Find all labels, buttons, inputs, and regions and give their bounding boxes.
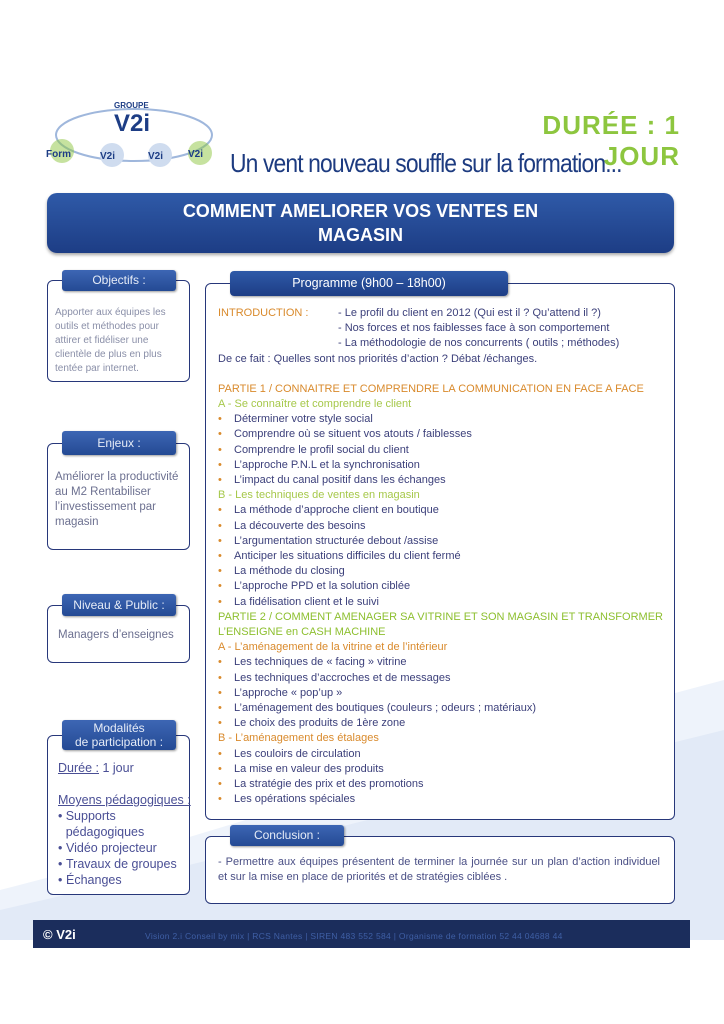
duration-heading: DURÉE : 1 JOUR	[542, 110, 680, 171]
modalites-title-line2: de participation :	[74, 735, 164, 749]
course-title-banner	[47, 193, 674, 253]
moyen-item: Travaux de groupes	[66, 857, 177, 871]
intro-row	[218, 306, 668, 321]
footer-company-info: Vision 2.i Conseil by mix | RCS Nantes | SIREN 483 552 584 | Organisme de formation 52 44 04688 44	[145, 931, 563, 941]
list-item: • La découverte des besoins	[218, 519, 668, 534]
enjeux-tab: Enjeux :	[62, 431, 176, 455]
moyen-item: Supports pédagogiques	[65, 809, 145, 839]
svg-text:V2i: V2i	[148, 151, 164, 162]
list-item: • L’approche P.N.L et la synchronisation	[218, 458, 668, 473]
conclusion-text: - Permettre aux équipes présentent de terminer la journée sur un plan d’action individuel et sur la mise en place de priorités et de stratégies ciblées .	[218, 856, 660, 883]
list-item: • Anticiper les situations difficiles du client fermé	[218, 549, 668, 564]
niveau-tab: Niveau & Public :	[62, 594, 176, 616]
p1-b-list	[218, 503, 668, 609]
modalites-duree-label: Durée :	[58, 761, 99, 775]
course-title-line1: COMMENT AMELIORER VOS VENTES EN	[182, 201, 539, 221]
objectifs-text: Apporter aux équipes les outils et méthodes pour attirer et fidéliser une clientèle de plus en plus tentée par internet.	[55, 307, 166, 374]
p1-b-title: B - Les techniques de ventes en magasin	[218, 489, 420, 502]
conclusion-tab: Conclusion :	[230, 825, 344, 846]
modalites-tab	[62, 720, 176, 750]
modalites-title-line1: Modalités	[93, 721, 145, 735]
list-item: • Le choix des produits de 1ère zone	[218, 716, 668, 731]
p2-b-title: B - L’aménagement des étalages	[218, 732, 379, 745]
list-item: • Les techniques de « facing » vitrine	[218, 655, 668, 670]
list-item: • La méthode du closing	[218, 564, 668, 579]
moyen-item: Vidéo projecteur	[66, 841, 157, 855]
programme-content	[218, 306, 668, 808]
list-item: • Comprendre le profil social du client	[218, 443, 668, 458]
modalites-duree-value: 1 jour	[102, 761, 134, 775]
p2-a-list	[218, 655, 668, 731]
svg-text:V2i: V2i	[100, 151, 116, 162]
list-item: • L’approche PPD et la solution ciblée	[218, 579, 668, 594]
partie2-title-line2: L’ENSEIGNE en CASH MACHINE	[218, 626, 386, 639]
intro-row	[218, 336, 668, 351]
svg-text:GROUPE: GROUPE	[114, 101, 149, 110]
tagline: Un vent nouveau souffle sur la formation...	[230, 148, 622, 178]
list-item: • La stratégie des prix et des promotions	[218, 777, 668, 792]
niveau-text: Managers d’enseignes	[58, 629, 174, 641]
list-item: • Les techniques d’accroches et de messages	[218, 671, 668, 686]
moyens-list: • Supports pédagogiques • Vidéo projecteur • Travaux de groupes • Échanges	[58, 808, 193, 888]
intro-item: - Le profil du client en 2012 (Qui est il ? Qu’attend il ?)	[338, 307, 601, 319]
footer-copyright: © V2i	[43, 927, 76, 942]
list-item: • La mise en valeur des produits	[218, 762, 668, 777]
modalites-duree	[58, 760, 193, 776]
enjeux-text: Améliorer la productivité au M2 Rentabiliser l’investissement par magasin	[55, 471, 179, 528]
course-title-line2: MAGASIN	[317, 225, 403, 245]
partie2-title-line1: PARTIE 2 / COMMENT AMENAGER SA VITRINE ET SON MAGASIN ET TRANSFORMER	[218, 610, 663, 623]
p1-a-title: A - Se connaître et comprendre le client	[218, 398, 412, 411]
partie1-title: PARTIE 1 / CONNAITRE ET COMPRENDRE LA COMMUNICATION EN FACE A FACE	[218, 382, 644, 395]
intro-item: - La méthodologie de nos concurrents ( outils ; méthodes)	[338, 337, 620, 350]
intro-conclusion: De ce fait : Quelles sont nos priorités d’action ? Débat /échanges.	[218, 352, 538, 365]
list-item: • L’impact du canal positif dans les échanges	[218, 473, 668, 488]
list-item: • Les opérations spéciales	[218, 792, 668, 807]
moyen-item: Échanges	[66, 873, 122, 887]
intro-row	[218, 321, 668, 336]
list-item: • Déterminer votre style social	[218, 412, 668, 427]
list-item: • L’approche « pop’up »	[218, 686, 668, 701]
list-item: • Comprendre où se situent vos atouts / faiblesses	[218, 427, 668, 442]
modalites-content	[58, 760, 193, 888]
intro-label: INTRODUCTION :	[218, 307, 309, 319]
intro-item: - Nos forces et nos faiblesses face à son comportement	[338, 322, 610, 335]
modalites-moyens-label: Moyens pédagogiques :	[58, 793, 191, 807]
v2i-group-logo	[42, 95, 222, 175]
p1-a-list	[218, 412, 668, 488]
list-item: • L’argumentation structurée debout /assise	[218, 534, 668, 549]
list-item: • L’aménagement des boutiques (couleurs ; odeurs ; matériaux)	[218, 701, 668, 716]
programme-tab: Programme (9h00 – 18h00)	[230, 271, 508, 296]
p2-a-title: A - L’aménagement de la vitrine et de l’intérieur	[218, 641, 448, 654]
list-item: • La méthode d’approche client en boutique	[218, 503, 668, 518]
svg-text:V2i: V2i	[114, 110, 151, 137]
p2-b-list	[218, 747, 668, 808]
objectifs-tab: Objectifs :	[62, 270, 176, 291]
list-item: • La fidélisation client et le suivi	[218, 595, 668, 610]
svg-text:V2i: V2i	[188, 149, 204, 160]
svg-text:Form: Form	[46, 149, 71, 160]
list-item: • Les couloirs de circulation	[218, 747, 668, 762]
